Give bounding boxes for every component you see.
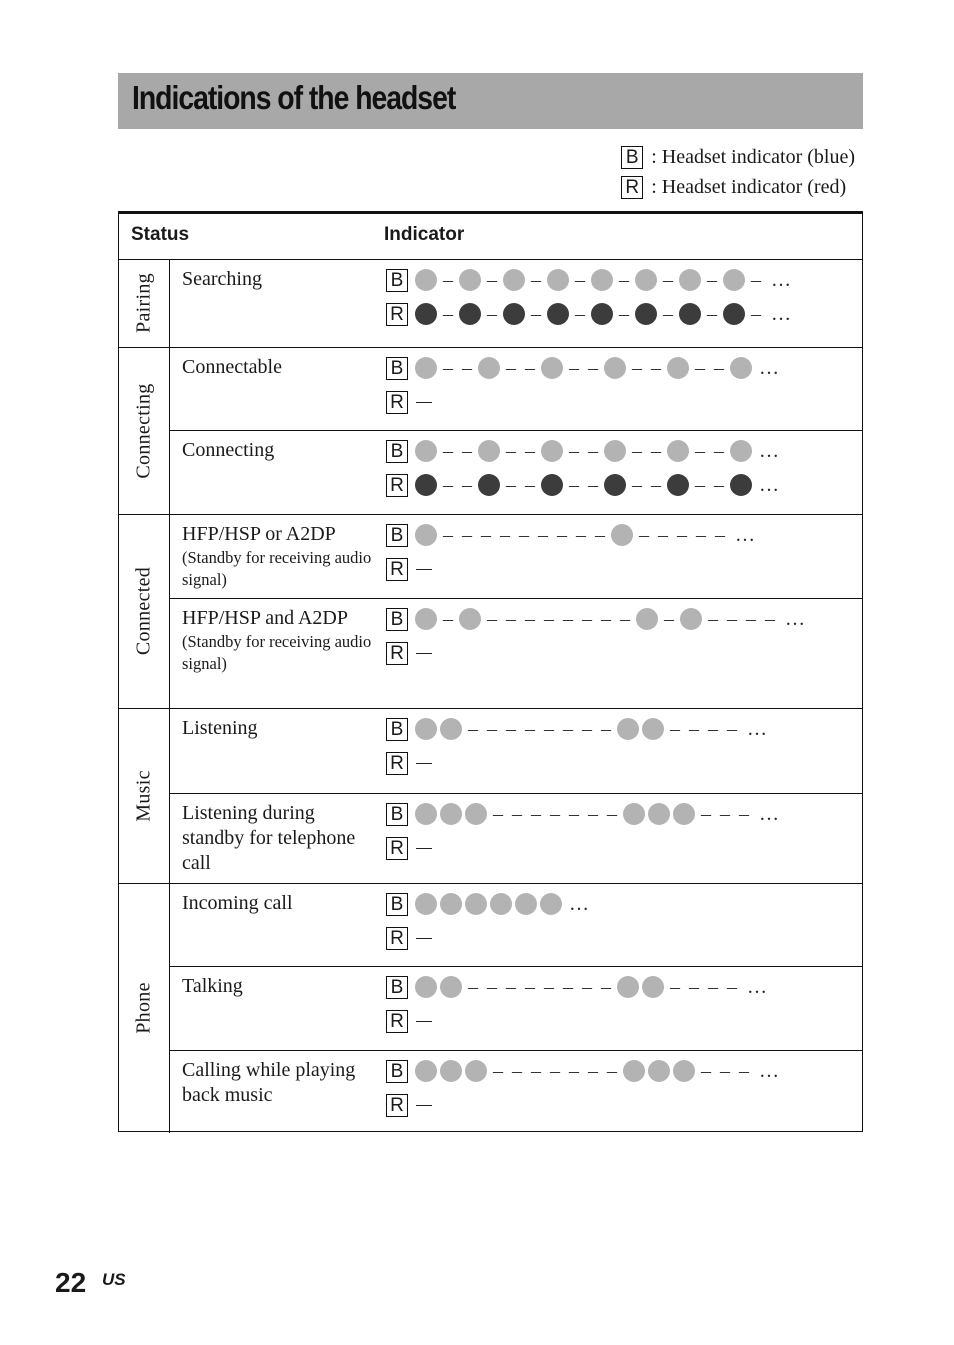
table-row <box>169 347 862 431</box>
pause-dash: – <box>695 473 705 496</box>
pause-dash: – <box>443 473 453 496</box>
pause-dash: – <box>443 439 453 462</box>
blue-blink-dot <box>415 1060 437 1082</box>
table-row <box>169 598 862 708</box>
blue-blink-dot <box>642 718 664 740</box>
pause-dash: – <box>588 356 598 379</box>
table-row <box>169 430 862 514</box>
indicator-off-line <box>416 763 432 764</box>
pause-dash: – <box>525 356 535 379</box>
pause-dash: – <box>544 975 554 998</box>
blue-blink-dot <box>440 803 462 825</box>
red-blink-dot <box>478 474 500 496</box>
status-label: Talking <box>182 975 243 997</box>
status-cell <box>182 355 372 380</box>
pause-dash: – <box>531 1059 541 1082</box>
pause-dash: – <box>550 1059 560 1082</box>
pause-dash: – <box>601 717 611 740</box>
blue-blink-dot <box>415 357 437 379</box>
blue-blink-dot <box>673 1060 695 1082</box>
table-row <box>169 883 862 967</box>
header-status: Status <box>131 224 190 245</box>
repeat-ellipsis: … <box>759 439 780 462</box>
pause-dash: – <box>739 802 749 825</box>
blue-blink-dot <box>617 976 639 998</box>
red-blink-dot <box>635 303 657 325</box>
status-cell <box>182 1058 372 1108</box>
pause-dash: – <box>601 975 611 998</box>
legend <box>621 142 855 202</box>
red-key-icon: R <box>386 474 408 497</box>
pause-dash: – <box>525 473 535 496</box>
pause-dash: – <box>746 607 756 630</box>
group-phone <box>119 883 862 1133</box>
blue-key-icon: B <box>386 440 408 463</box>
pause-dash: – <box>506 607 516 630</box>
pause-dash: – <box>670 975 680 998</box>
pause-dash: – <box>443 302 453 325</box>
blue-key-icon: B <box>621 146 643 169</box>
blue-blink-dot <box>459 269 481 291</box>
red-blink-dot <box>679 303 701 325</box>
pause-dash: – <box>707 302 717 325</box>
pause-dash: – <box>714 356 724 379</box>
red-key-icon: R <box>386 558 408 581</box>
repeat-ellipsis: … <box>771 268 792 291</box>
pause-dash: – <box>493 1059 503 1082</box>
blue-key-icon: B <box>386 976 408 999</box>
indicator-off-line <box>416 402 432 403</box>
group-label-text: Pairing <box>132 273 155 333</box>
pause-dash: – <box>651 439 661 462</box>
indicator-off-line <box>416 653 432 654</box>
pause-dash: – <box>714 473 724 496</box>
pause-dash: – <box>651 473 661 496</box>
group-label <box>119 259 170 347</box>
blue-blink-dot <box>415 718 437 740</box>
blue-blink-dot <box>465 803 487 825</box>
pause-dash: – <box>576 523 586 546</box>
repeat-ellipsis: … <box>759 802 780 825</box>
repeat-ellipsis: … <box>569 892 590 915</box>
blue-blink-dot <box>635 269 657 291</box>
table-row <box>169 514 862 599</box>
blue-key-icon: B <box>386 524 408 547</box>
blue-blink-dot <box>648 1060 670 1082</box>
pause-dash: – <box>519 523 529 546</box>
pause-dash: – <box>588 473 598 496</box>
blue-blink-dot <box>503 269 525 291</box>
blue-blink-dot <box>459 608 481 630</box>
pause-dash: – <box>715 523 725 546</box>
blue-blink-dot <box>465 893 487 915</box>
blue-blink-dot <box>611 524 633 546</box>
status-cell <box>182 891 372 916</box>
red-key-icon: R <box>386 303 408 326</box>
status-sublabel: (Standby for receiving audio signal) <box>182 548 372 589</box>
pause-dash: – <box>468 717 478 740</box>
blue-blink-dot <box>673 803 695 825</box>
blue-blink-dot <box>642 976 664 998</box>
blue-blink-dot <box>648 803 670 825</box>
pause-dash: – <box>506 975 516 998</box>
pause-dash: – <box>695 439 705 462</box>
status-label: Searching <box>182 268 262 290</box>
blue-blink-dot <box>547 269 569 291</box>
pause-dash: – <box>487 975 497 998</box>
red-blink-dot <box>547 303 569 325</box>
blue-blink-dot <box>415 608 437 630</box>
pause-dash: – <box>607 802 617 825</box>
blue-blink-dot <box>730 357 752 379</box>
pause-dash: – <box>525 975 535 998</box>
pause-dash: – <box>443 356 453 379</box>
pause-dash: – <box>607 1059 617 1082</box>
pause-dash: – <box>462 473 472 496</box>
pause-dash: – <box>751 268 761 291</box>
status-label: HFP/HSP and A2DP <box>182 607 348 629</box>
pause-dash: – <box>595 523 605 546</box>
pause-dash: – <box>663 302 673 325</box>
pause-dash: – <box>512 1059 522 1082</box>
pause-dash: – <box>462 523 472 546</box>
pause-dash: – <box>512 802 522 825</box>
pause-dash: – <box>696 523 706 546</box>
title-bar <box>118 73 863 129</box>
pause-dash: – <box>765 607 775 630</box>
group-pairing <box>119 259 862 348</box>
blue-blink-dot <box>440 1060 462 1082</box>
table-header <box>119 214 862 260</box>
red-blink-dot <box>415 474 437 496</box>
red-key-icon: R <box>386 752 408 775</box>
pause-dash: – <box>619 268 629 291</box>
status-cell <box>182 974 372 999</box>
repeat-ellipsis: … <box>771 302 792 325</box>
status-label: HFP/HSP or A2DP <box>182 523 336 545</box>
blue-blink-dot <box>415 269 437 291</box>
blue-blink-dot <box>541 357 563 379</box>
pause-dash: – <box>525 717 535 740</box>
pause-dash: – <box>569 439 579 462</box>
pause-dash: – <box>500 523 510 546</box>
group-label <box>119 514 170 708</box>
pause-dash: – <box>481 523 491 546</box>
group-label-text: Connecting <box>132 382 155 479</box>
pause-dash: – <box>582 717 592 740</box>
status-label: Incoming call <box>182 892 293 914</box>
red-key-icon: R <box>386 1094 408 1117</box>
indicator-off-line <box>416 1105 432 1106</box>
blue-key-icon: B <box>386 1060 408 1083</box>
blue-blink-dot <box>540 893 562 915</box>
pause-dash: – <box>544 717 554 740</box>
pause-dash: – <box>506 717 516 740</box>
blue-blink-dot <box>478 440 500 462</box>
blue-blink-dot <box>541 440 563 462</box>
blue-blink-dot <box>667 440 689 462</box>
blue-key-icon: B <box>386 608 408 631</box>
blue-blink-dot <box>730 440 752 462</box>
blue-blink-dot <box>490 893 512 915</box>
pause-dash: – <box>658 523 668 546</box>
blue-blink-dot <box>604 440 626 462</box>
pause-dash: – <box>538 523 548 546</box>
legend-blue-text: : Headset indicator (blue) <box>651 146 855 168</box>
blue-blink-dot <box>723 269 745 291</box>
pause-dash: – <box>575 268 585 291</box>
pause-dash: – <box>714 439 724 462</box>
status-sublabel: (Standby for receiving audio signal) <box>182 632 372 673</box>
pause-dash: – <box>620 607 630 630</box>
pause-dash: – <box>563 717 573 740</box>
indications-table <box>118 211 863 1132</box>
blue-blink-dot <box>623 1060 645 1082</box>
pause-dash: – <box>531 302 541 325</box>
group-connecting <box>119 347 862 515</box>
blue-blink-dot <box>440 893 462 915</box>
blue-blink-dot <box>415 440 437 462</box>
pause-dash: – <box>619 302 629 325</box>
pause-dash: – <box>506 473 516 496</box>
pause-dash: – <box>487 607 497 630</box>
pause-dash: – <box>701 802 711 825</box>
blue-blink-dot <box>415 976 437 998</box>
group-label <box>119 883 170 1133</box>
red-blink-dot <box>604 474 626 496</box>
status-label: Listening during standby for telephone call <box>182 802 356 874</box>
pause-dash: – <box>550 802 560 825</box>
status-cell <box>182 716 372 741</box>
indicator-off-line <box>416 1021 432 1022</box>
pause-dash: – <box>563 975 573 998</box>
page-number: 22 <box>55 1267 87 1298</box>
pause-dash: – <box>443 268 453 291</box>
pause-dash: – <box>664 607 674 630</box>
pause-dash: – <box>751 302 761 325</box>
pause-dash: – <box>506 356 516 379</box>
table-row <box>169 793 862 883</box>
pause-dash: – <box>708 607 718 630</box>
pause-dash: – <box>632 356 642 379</box>
repeat-ellipsis: … <box>759 1059 780 1082</box>
pause-dash: – <box>651 356 661 379</box>
status-label: Listening <box>182 717 258 739</box>
blue-blink-dot <box>623 803 645 825</box>
header-indicator: Indicator <box>384 224 465 245</box>
status-cell <box>182 801 372 876</box>
pause-dash: – <box>531 268 541 291</box>
blue-blink-dot <box>478 357 500 379</box>
blue-blink-dot <box>679 269 701 291</box>
table-row <box>169 1050 862 1133</box>
pause-dash: – <box>569 1059 579 1082</box>
pause-dash: – <box>601 607 611 630</box>
pause-dash: – <box>563 607 573 630</box>
blue-blink-dot <box>617 718 639 740</box>
repeat-ellipsis: … <box>759 473 780 496</box>
pause-dash: – <box>588 1059 598 1082</box>
red-blink-dot <box>459 303 481 325</box>
red-blink-dot <box>415 303 437 325</box>
blue-blink-dot <box>515 893 537 915</box>
blue-key-icon: B <box>386 803 408 826</box>
status-label: Connecting <box>182 439 275 461</box>
legend-blue <box>621 142 855 172</box>
pause-dash: – <box>569 802 579 825</box>
group-music <box>119 708 862 884</box>
pause-dash: – <box>632 473 642 496</box>
pause-dash: – <box>707 268 717 291</box>
pause-dash: – <box>588 439 598 462</box>
blue-key-icon: B <box>386 269 408 292</box>
pause-dash: – <box>720 802 730 825</box>
group-label-text: Music <box>132 769 155 822</box>
repeat-ellipsis: … <box>785 607 806 630</box>
pause-dash: – <box>639 523 649 546</box>
pause-dash: – <box>443 523 453 546</box>
pause-dash: – <box>506 439 516 462</box>
pause-dash: – <box>525 439 535 462</box>
blue-blink-dot <box>680 608 702 630</box>
repeat-ellipsis: … <box>759 356 780 379</box>
status-cell <box>182 438 372 463</box>
blue-key-icon: B <box>386 718 408 741</box>
pause-dash: – <box>695 356 705 379</box>
table-row <box>169 259 862 347</box>
red-key-icon: R <box>386 927 408 950</box>
pause-dash: – <box>462 356 472 379</box>
pause-dash: – <box>632 439 642 462</box>
pause-dash: – <box>720 1059 730 1082</box>
pause-dash: – <box>557 523 567 546</box>
blue-key-icon: B <box>386 893 408 916</box>
blue-key-icon: B <box>386 357 408 380</box>
red-blink-dot <box>591 303 613 325</box>
red-key-icon: R <box>386 391 408 414</box>
repeat-ellipsis: … <box>735 523 756 546</box>
indicator-off-line <box>416 569 432 570</box>
pause-dash: – <box>708 975 718 998</box>
legend-red <box>621 172 855 202</box>
pause-dash: – <box>462 439 472 462</box>
page-title: Indications of the headset <box>132 79 456 116</box>
pause-dash: – <box>575 302 585 325</box>
pause-dash: – <box>588 802 598 825</box>
pause-dash: – <box>727 607 737 630</box>
pause-dash: – <box>670 717 680 740</box>
pause-dash: – <box>493 802 503 825</box>
blue-blink-dot <box>636 608 658 630</box>
pause-dash: – <box>582 975 592 998</box>
indicator-off-line <box>416 938 432 939</box>
red-key-icon: R <box>386 837 408 860</box>
pause-dash: – <box>487 268 497 291</box>
blue-blink-dot <box>440 976 462 998</box>
repeat-ellipsis: … <box>747 717 768 740</box>
repeat-ellipsis: … <box>747 975 768 998</box>
pause-dash: – <box>582 607 592 630</box>
pause-dash: – <box>544 607 554 630</box>
pause-dash: – <box>727 975 737 998</box>
red-blink-dot <box>503 303 525 325</box>
group-label-text: Phone <box>132 982 155 1034</box>
red-blink-dot <box>730 474 752 496</box>
table-row <box>169 966 862 1051</box>
blue-blink-dot <box>465 1060 487 1082</box>
group-label-text: Connected <box>132 566 155 656</box>
blue-blink-dot <box>415 803 437 825</box>
blue-blink-dot <box>591 269 613 291</box>
status-cell <box>182 606 372 675</box>
blue-blink-dot <box>604 357 626 379</box>
blue-blink-dot <box>667 357 689 379</box>
status-label: Connectable <box>182 356 282 378</box>
status-cell <box>182 267 372 292</box>
pause-dash: – <box>525 607 535 630</box>
blue-blink-dot <box>440 718 462 740</box>
pause-dash: – <box>727 717 737 740</box>
group-label <box>119 708 170 883</box>
pause-dash: – <box>569 356 579 379</box>
group-connected <box>119 514 862 709</box>
status-label: Calling while playing back music <box>182 1059 356 1106</box>
page-locale: US <box>102 1270 126 1289</box>
red-blink-dot <box>723 303 745 325</box>
pause-dash: – <box>569 473 579 496</box>
pause-dash: – <box>708 717 718 740</box>
pause-dash: – <box>677 523 687 546</box>
red-key-icon: R <box>386 1010 408 1033</box>
pause-dash: – <box>663 268 673 291</box>
pause-dash: – <box>531 802 541 825</box>
pause-dash: – <box>689 975 699 998</box>
pause-dash: – <box>739 1059 749 1082</box>
pause-dash: – <box>487 717 497 740</box>
red-key-icon: R <box>386 642 408 665</box>
blue-blink-dot <box>415 893 437 915</box>
red-key-icon: R <box>621 176 643 199</box>
red-blink-dot <box>541 474 563 496</box>
pause-dash: – <box>701 1059 711 1082</box>
pause-dash: – <box>689 717 699 740</box>
indicator-off-line <box>416 848 432 849</box>
table-row <box>169 708 862 794</box>
red-blink-dot <box>667 474 689 496</box>
blue-blink-dot <box>415 524 437 546</box>
pause-dash: – <box>487 302 497 325</box>
status-cell <box>182 522 372 591</box>
group-label <box>119 347 170 514</box>
pause-dash: – <box>443 607 453 630</box>
legend-red-text: : Headset indicator (red) <box>651 176 847 198</box>
pause-dash: – <box>468 975 478 998</box>
